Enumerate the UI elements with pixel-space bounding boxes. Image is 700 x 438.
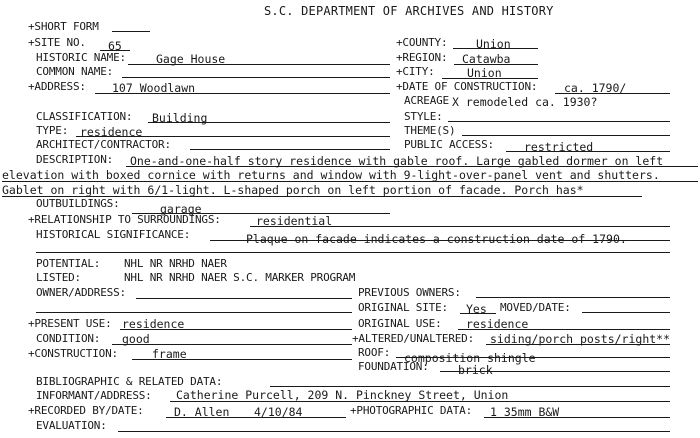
type-label: TYPE: [36,124,69,137]
county-line [453,48,538,49]
site-no-value: 65 [108,39,122,53]
original-use-label: ORIGINAL USE: [358,317,442,330]
recorded-date-value: 4/10/84 [254,405,303,419]
form-title: S.C. DEPARTMENT OF ARCHIVES AND HISTORY [264,4,554,18]
roof-label: ROOF: [358,346,391,359]
condition-value: good [122,332,150,346]
potential-options: NHL NR NRHD NAER [124,257,227,270]
address-value: 107 Woodlawn [112,81,196,95]
informant-value: Catherine Purcell, 209 N. Pinckney Street, Union [176,388,509,402]
original-use-line [458,329,670,330]
condition-label: CONDITION: [36,332,101,345]
public-access-value: restricted [524,140,594,154]
construction-line [132,359,352,360]
description-label: DESCRIPTION: [36,153,114,166]
outbuildings-label: OUTBUILDINGS: [36,197,120,210]
classification-value: Building [152,111,208,125]
short-form-label: +SHORT FORM [28,20,99,33]
outbuildings-value: garage [160,202,202,216]
date-construction-value: ca. 1790/ [564,81,627,95]
acreage-label: ACREAGE [404,94,449,107]
address-label: +ADDRESS: [28,80,86,93]
present-use-label: +PRESENT USE: [28,317,112,330]
bibliographic-line [270,386,670,387]
public-access-line [506,151,670,152]
construction-label: +CONSTRUCTION: [28,347,118,360]
historic-name-line [128,64,390,65]
themes-label: THEME(S) [404,124,456,137]
recorded-by-value: D. Allen [174,405,230,419]
county-value: Union [476,37,511,51]
construction-value: frame [152,347,187,361]
description-line-2: elevation with boxed cornice with returns and window with 9-light-over-panel vent and shutters. [2,168,660,182]
previous-owners-label: PREVIOUS OWNERS: [358,286,461,299]
potential-label: POTENTIAL: [36,257,101,270]
historical-significance-line-2 [36,252,670,253]
city-label: +CITY: [396,65,435,78]
relationship-value: residential [256,214,333,228]
relationship-label: +RELATIONSHIP TO SURROUNDINGS: [28,213,221,226]
evaluation-line [118,431,670,432]
classification-line [148,122,390,123]
moved-date-line [582,312,670,313]
original-use-value: residence [466,317,529,331]
classification-label: CLASSIFICATION: [36,110,133,123]
photographic-line [484,417,670,418]
roof-line [396,357,670,358]
foundation-line [440,371,670,372]
owner-address-line [136,298,352,299]
city-value: Union [467,66,502,80]
description-line-1: One-and-one-half story residence with gable roof. Large gabled dormer on left [130,154,664,168]
site-no-label: +SITE NO. [28,36,86,49]
altered-line [486,344,670,345]
short-form-line [112,31,150,32]
type-value: residence [80,125,143,139]
informant-line [170,401,670,402]
style-line [448,121,670,122]
original-site-value: Yes [466,302,487,316]
region-value: Catawba [462,52,511,66]
architect-line [190,149,390,150]
common-name-label: COMMON NAME: [36,65,114,78]
owner-address-line-2 [36,312,352,313]
condition-line [112,344,352,345]
themes-line [462,135,670,136]
original-site-line [460,313,496,314]
foundation-value: brick [458,363,493,377]
type-line [76,136,390,137]
roof-value: composition shingle [404,351,536,365]
listed-label: LISTED: [36,271,81,284]
evaluation-label: EVALUATION: [36,419,107,432]
original-site-label: ORIGINAL SITE: [358,301,448,314]
historical-significance-line [210,240,670,241]
historic-name-value: Gage House [156,52,226,66]
relationship-line [250,226,670,227]
style-label: STYLE: [404,110,443,123]
common-name-line [122,77,390,78]
recorded-by-line [166,417,346,418]
listed-options: NHL NR NRHD NAER S.C. MARKER PROGRAM [124,271,356,284]
region-line [454,64,538,65]
altered-value: siding/porch posts/right** [490,332,671,346]
previous-owners-line [476,297,670,298]
bibliographic-label: BIBLIOGRAPHIC & RELATED DATA: [36,375,223,388]
historical-significance-value: Plaque on facade indicates a construction date of 1790. [246,232,627,246]
public-access-label: PUBLIC ACCESS: [404,138,494,151]
address-line [95,93,390,94]
informant-label: INFORMANT/ADDRESS: [36,389,152,402]
historical-significance-label: HISTORICAL SIGNIFICANCE: [36,228,191,241]
altered-label: +ALTERED/UNALTERED: [352,332,475,345]
description-underline-1 [126,166,698,167]
acreage-value: X remodeled ca. 1930? [452,95,598,109]
description-underline-2 [2,181,698,182]
historic-name-label: HISTORIC NAME: [36,51,126,64]
moved-date-label: MOVED/DATE: [500,301,571,314]
date-construction-label: +DATE OF CONSTRUCTION: [396,80,538,93]
present-use-value: residence [122,317,185,331]
architect-label: ARCHITECT/CONTRACTOR: [36,138,171,151]
recorded-by-label: +RECORDED BY/DATE: [28,404,144,417]
date-construction-line [555,93,670,94]
description-line-3: Gablet on right with 6/1-light. L-shaped porch on left portion of facade. Porch has* [2,183,584,197]
county-label: +COUNTY: [396,36,448,49]
region-label: +REGION: [396,51,448,64]
photographic-value: 1 35mm B&W [490,405,560,419]
owner-address-label: OWNER/ADDRESS: [36,286,126,299]
city-line [442,78,538,79]
photographic-label: +PHOTOGRAPHIC DATA: [350,404,473,417]
foundation-label: FOUNDATION: [358,360,429,373]
present-use-line [120,329,352,330]
